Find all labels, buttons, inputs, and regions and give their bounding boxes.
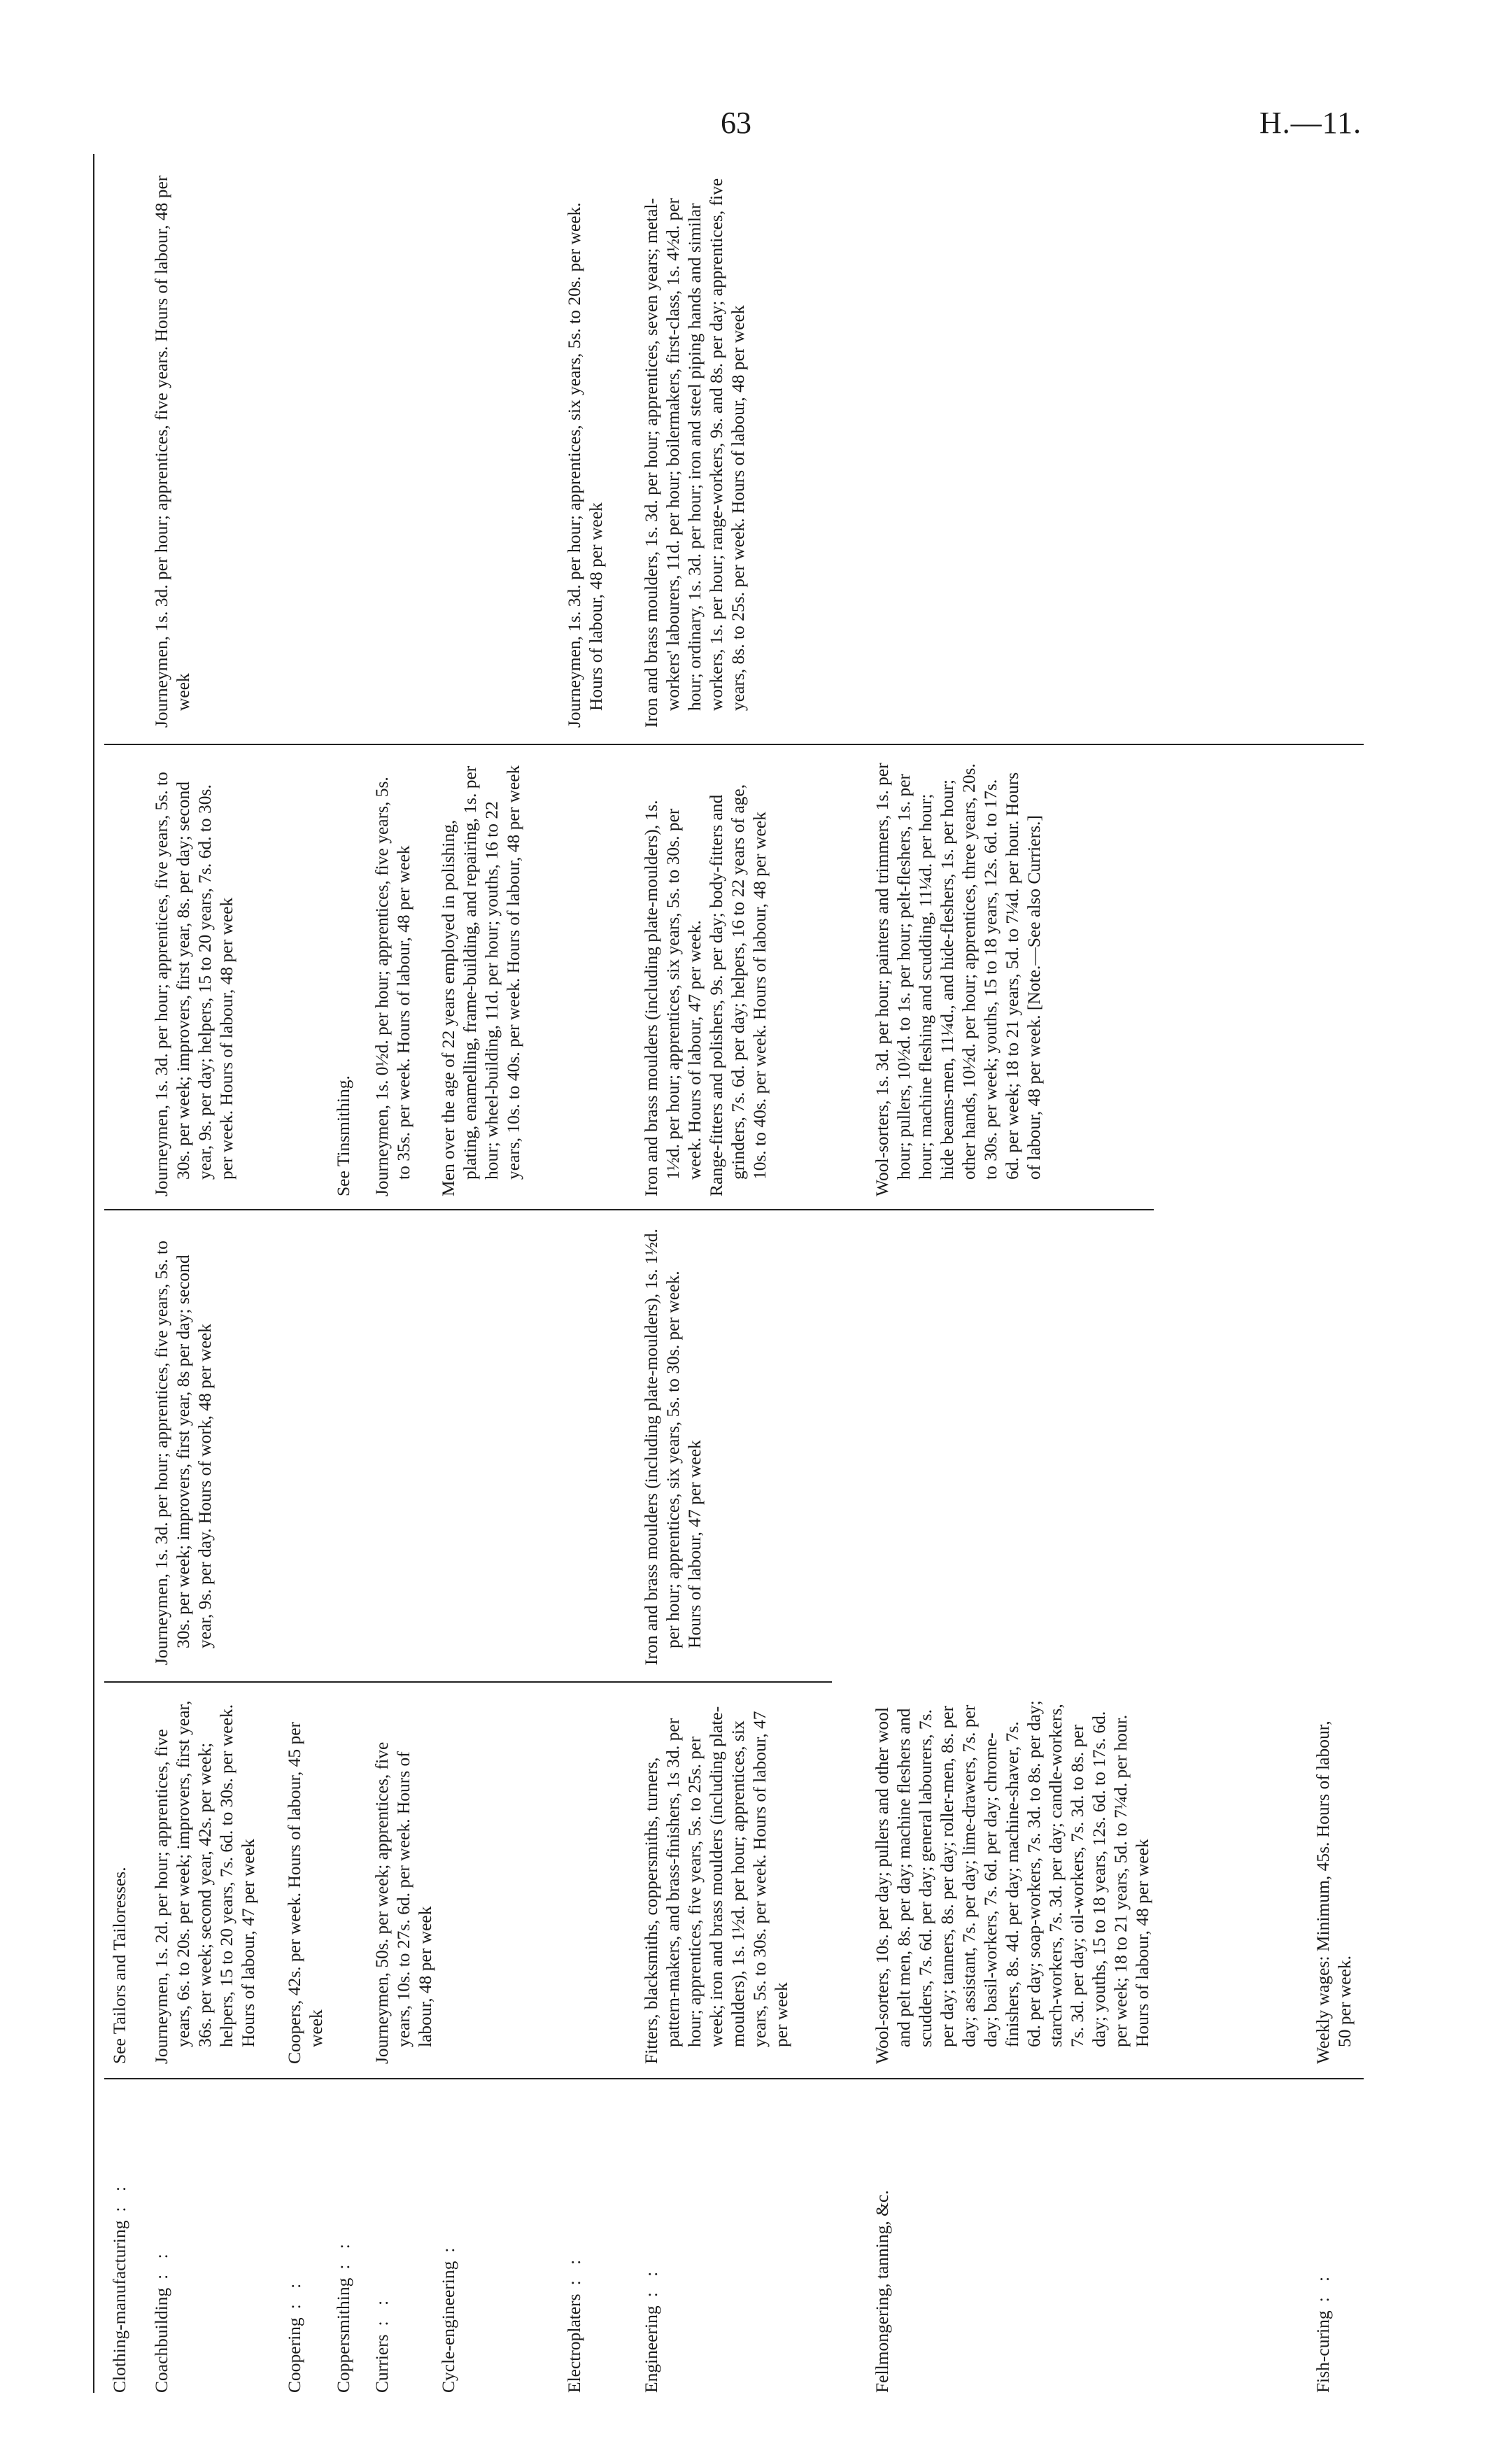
rates-cell-col1 bbox=[371, 1700, 436, 2064]
industry-name: Fellmongering, tanning, &c. bbox=[872, 2190, 892, 2393]
industry-name: Engineering bbox=[641, 2305, 661, 2393]
rates-cell-col1 bbox=[871, 1700, 1153, 2064]
rate-text: Journeymen, 1s. 3d. per hour; apprentices, five years, 5s. to 30s. per week; improvers, first year, 8s. per day; second year, 9s. per day; helpers, 15 to 20 years, 7s. 6d. to 30s. per week. Hours of labour, 48 per week bbox=[151, 772, 236, 1196]
leader-dots bbox=[872, 2182, 892, 2190]
wages-table bbox=[108, 154, 1375, 2393]
table-top-rule bbox=[93, 154, 94, 2393]
rates-cell-col3 bbox=[332, 763, 354, 1196]
industry-name: Fish-curing bbox=[1313, 2310, 1333, 2393]
industry-cell bbox=[871, 2099, 893, 2393]
industry-cell bbox=[283, 2099, 305, 2393]
industry-cell bbox=[150, 2099, 172, 2393]
rates-cell-col3 bbox=[371, 763, 414, 1196]
industry-cell bbox=[563, 2099, 585, 2393]
industry-cell bbox=[332, 2099, 354, 2393]
rate-text: Iron and brass moulders (including plate-moulders), 1s. 1½d. per hour; apprentices, six years, 5s. to 30s. per week. Hours of labour, 47 per week bbox=[641, 1229, 705, 1665]
industry-cell bbox=[437, 2099, 459, 2393]
column-rule bbox=[104, 1209, 1154, 1210]
rates-cell-col1 bbox=[108, 1700, 130, 2064]
rates-cell-col4 bbox=[640, 168, 749, 728]
leader-dots: : bbox=[438, 2242, 458, 2253]
industry-name: Electroplaters bbox=[564, 2293, 584, 2393]
rate-text: Journeymen, 1s. 3d. per hour; apprentices, five years. Hours of labour, 48 per week bbox=[151, 175, 193, 728]
leader-dots: : : bbox=[284, 2277, 304, 2310]
column-rule bbox=[104, 1681, 832, 1683]
industry-cell bbox=[108, 2099, 130, 2393]
rates-cell-col2 bbox=[640, 1224, 705, 1665]
industry-name: Coopering bbox=[284, 2317, 304, 2393]
rates-cell-col3 bbox=[150, 763, 237, 1196]
industry-name: Coppersmithing bbox=[333, 2277, 353, 2393]
leader-dots: : : bbox=[333, 2238, 353, 2270]
rates-cell-col3 bbox=[640, 763, 770, 1196]
leader-dots: : : bbox=[372, 2294, 392, 2326]
page-number: 63 bbox=[721, 106, 751, 140]
industry-cell bbox=[1312, 2099, 1334, 2393]
leader-dots: : : bbox=[564, 2254, 584, 2286]
leader-dots: : : bbox=[641, 2265, 661, 2298]
rate-text: Journeymen, 1s. 3d. per hour; apprentices, six years, 5s. to 20s. per week. Hours of labour, 48 per week bbox=[564, 202, 606, 728]
rate-text: Iron and brass moulders (including plate-moulders), 1s. 1½d. per hour; apprentices, six years, 5s. to 30s. per week. Hours of labour, 47 per week. bbox=[641, 800, 705, 1196]
industry-name: Clothing-manufacturing bbox=[109, 2220, 129, 2393]
rates-cell-col4 bbox=[563, 168, 607, 728]
rate-text: Fitters, blacksmiths, coppersmiths, turners, pattern-makers, and brass-finishers, 1s 3d. per hour; apprentices, five years, 5s. to 25s. per week; iron and brass moulders (including plate-moulders), 1s. 1½d. per hour; apprentices, six years, 5s. to 30s. per week. Hours of labour, 47 per week bbox=[641, 1706, 791, 2064]
rate-text: Men over the age of 22 years employed in polishing, plating, enamelling, frame-building, and repairing, 1s. per hour; wheel-building, 11d. per hour; youths, 16 to 22 years, 10s. to 40s. per week. Hours of labour, 48 per week bbox=[438, 765, 523, 1196]
rates-cell-col2 bbox=[150, 1224, 216, 1665]
rates-cell-col3 bbox=[871, 763, 1045, 1196]
industry-name: Cycle-engineering bbox=[438, 2261, 458, 2393]
leader-dots: : : bbox=[151, 2248, 171, 2279]
column-rule bbox=[104, 2078, 1364, 2079]
rate-text: See Tailors and Tailoresses. bbox=[109, 1867, 129, 2064]
rates-cell-col4 bbox=[150, 168, 194, 728]
rates-cell-col3 bbox=[437, 763, 524, 1196]
industry-name: Curriers bbox=[372, 2334, 392, 2393]
rates-cell-col1 bbox=[640, 1700, 792, 2064]
rate-text: Wool-sorters, 10s. per day; pullers and other wool and pelt men, 8s. per day; machine fleshers and scudders, 7s. 6d. per day; general labourers, 7s. per day; tanners, 8s. per day; roller-men, 8s. per day; assistant, 7s. per day; lime-drawers, 7s. per day; basil-workers, 7s. 6d. per day; chrome-finishers, 8s. 4d. per day; machine-shaver, 7s. 6d. per day; soap-workers, 7s. 3d. to 8s. per day; starch-workers, 7s. 3d. per day; candle-workers, 7s. 3d. per day; oil-workers, 7s. 3d. to 8s. per day; youths, 15 to 18 years, 12s. 6d. to 17s. 6d. per week; 18 to 21 years, 5d. to 7¼d. per hour. Hours of labour, 48 per week bbox=[872, 1700, 1152, 2064]
industry-cell bbox=[640, 2099, 662, 2393]
leader-dots: : : bbox=[1313, 2270, 1333, 2303]
rates-cell-col1 bbox=[150, 1700, 259, 2064]
rate-text: Iron and brass moulders, 1s. 3d. per hour; apprentices, seven years; metal-workers' labourers, 11d. per hour; boilermakers, first-class, 1s. 4½d. per hour; ordinary, 1s. 3d. per hour; iron and steel piping hands and similar workers, 1s. per hour; range-workers, 9s. and 8s. per day; apprentices, five years, 8s. to 25s. per week. Hours of labour, 48 per week bbox=[641, 178, 748, 728]
page-code: H.—11. bbox=[1259, 106, 1362, 140]
rate-text: Weekly wages: Minimum, 45s. Hours of labour, 50 per week. bbox=[1313, 1720, 1355, 2064]
leader-dots: : : bbox=[109, 2181, 129, 2212]
industry-cell bbox=[371, 2099, 393, 2393]
rate-text: Coopers, 42s. per week. Hours of labour, 45 per week bbox=[284, 1721, 326, 2064]
rate-text: Range-fitters and polishers, 9s. per day; body-fitters and grinders, 7s. 6d. per day; helpers, 16 to 22 years of age, 10s. to 40s. per week. Hours of labour, 48 per week bbox=[706, 784, 770, 1196]
column-rule bbox=[104, 744, 1364, 745]
rates-cell-col1 bbox=[283, 1700, 327, 2064]
rate-text: Journeymen, 1s. 2d. per hour; apprentices, five years, 6s. to 20s. per week; improvers, first year, 36s. per week; second year, 42s. per week; helpers, 15 to 20 years, 7s. 6d. to 30s. per week. Hours of labour, 47 per week bbox=[151, 1700, 258, 2064]
rate-text: Journeymen, 1s. 3d. per hour; apprentices, five years, 5s. to 30s. per week; improvers, first year, 8s per day; second year, 9s. per day. Hours of work, 48 per week bbox=[151, 1240, 215, 1665]
industry-name: Coachbuilding bbox=[151, 2287, 171, 2393]
rate-text: See Tinsmithing. bbox=[333, 1075, 353, 1196]
rate-text: Journeymen, 50s. per week; apprentices, five years, 10s. to 27s. 6d. per week. Hours of labour, 48 per week bbox=[372, 1741, 435, 2064]
rate-text: Journeymen, 1s. 0½d. per hour; apprentices, five years, 5s. to 35s. per week. Hours of labour, 48 per week bbox=[372, 777, 414, 1196]
rates-cell-col1 bbox=[1312, 1700, 1355, 2064]
rate-text: Wool-sorters, 1s. 3d. per hour; painters and trimmers, 1s. per hour; pullers, 10½d. to 1s. per hour; pelt-fleshers, 1s. per hour; machine fleshing and scudding, 11¼d. per hour; hide beams-men, 11¼d., and hide-fleshers, 1s. per hour; other hands, 10½d. per hour; apprentices, three years, 20s. to 30s. per week; youths, 15 to 18 years, 12s. 6d. to 17s. 6d. per week; 18 to 21 years, 5d. to 7¼d. per hour. Hours of labour, 48 per week. [Note.—See also Curriers.] bbox=[872, 763, 1044, 1196]
